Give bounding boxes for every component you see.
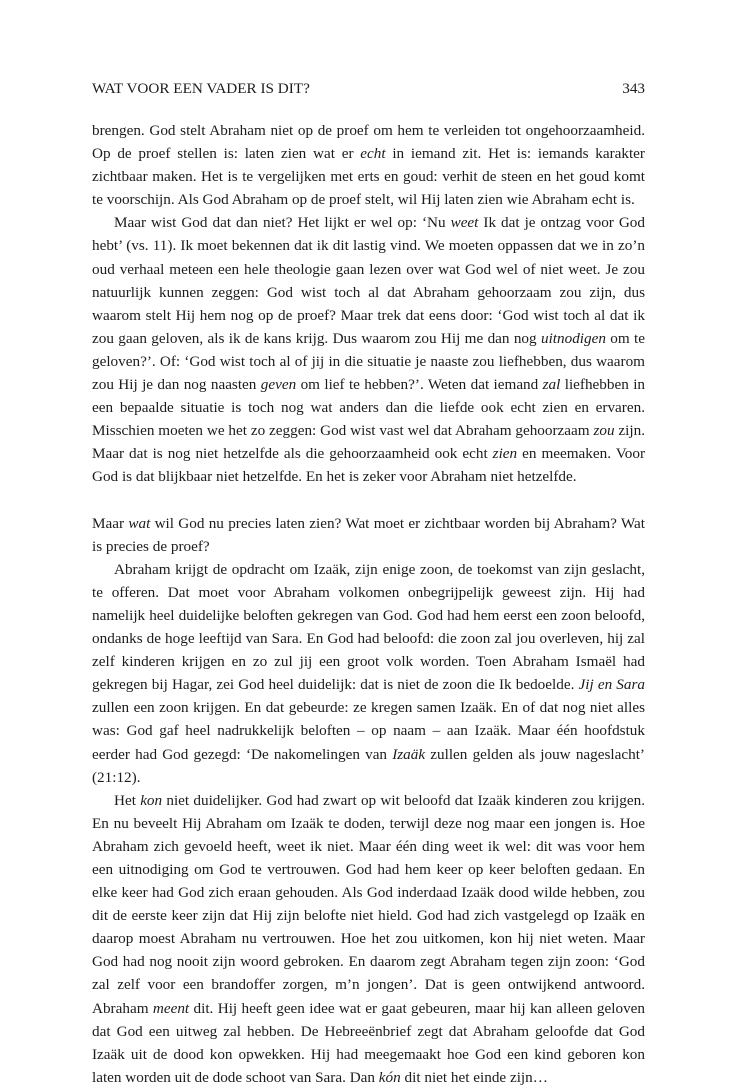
- text-run: Abraham krijgt de opdracht om Izaäk, zijn enige zoon, de toekomst van zijn geslacht, te offeren. Dat moet voor Abraham volkomen onbegrijpelijk geweest zijn. Hij had namelijk heel duidelijke beloften gekregen van God. God had hem eerst een zoon beloofd, ondanks de hoge leeftijd van Sara. En God had beloofd: die zoon zal jou overleven, hij zal zelf kinderen krijgen en zo zul jij een groot volk worden. Toen Abraham Ismaël had gekregen bij Hagar, zei God heel duidelijk: dat is niet de zoon die Ik bedoelde.: [92, 560, 645, 694]
- text-run: zijn. Maar dat is nog niet hetzelfde als die gehoorzaamheid ook echt: [92, 422, 645, 463]
- emphasis-text: zal: [542, 376, 561, 394]
- text-run: liefhebben in een bepaalde situatie is toch nog wat anders dan die liefde ook echt zien en ervaren. Misschien moeten we het zo zeggen: God wist vast wel dat Abraham gehoorzaam: [92, 376, 646, 440]
- emphasis-text: kón: [378, 1068, 401, 1086]
- emphasis-text: echt: [360, 145, 386, 163]
- emphasis-text: uitnodigen: [540, 329, 606, 347]
- emphasis-text: zou: [593, 422, 615, 440]
- text-run: brengen. God stelt Abraham niet op de proef om hem te verleiden tot ongehoorzaamheid. Op de proef stellen is: laten zien wat er: [92, 122, 645, 163]
- text-run: Ik dat je ontzag voor God hebt’ (vs. 11). Ik moet bekennen dat ik dit lastig vind. We moeten oppassen dat we in zo’n oud verhaal meteen een hele theologie gaan lezen over wat God wel of niet weet. Je zou natuurlijk kunnen zeggen: God wist toch al dat Abraham gehoorzaam zou zijn, dus waarom stelt Hij hem nog op de proef? Maar trek dat eens door: ‘God wist toch al dat ik zou gaan geloven, als ik de kans krijg. Dus waarom zou Hij me dan nog: [92, 214, 645, 347]
- text-run: Maar wist God dat dan niet? Het lijkt er wel op: ‘Nu: [114, 214, 451, 232]
- text-run: wil God nu precies laten zien? Wat moet er zichtbaar worden bij Abraham? Wat is precies de proef?: [92, 514, 646, 555]
- emphasis-text: weet: [450, 214, 479, 232]
- emphasis-text: kon: [140, 791, 163, 809]
- page-number: 343: [622, 80, 645, 97]
- text-run: dit. Hij heeft geen idee wat er gaat gebeuren, maar hij kan alleen geloven dat God een uitweg zal hebben. De Hebreeënbrief zegt dat Abraham geloofde dat God Izaäk uit de dood kon opwekken. Hij had meegemaakt hoe God een kind geboren kon laten worden uit de dode schoot van Sara. Dan: [92, 999, 645, 1086]
- running-title: WAT VOOR EEN VADER IS DIT?: [92, 80, 310, 97]
- text-run: in iemand zit. Het is: iemands karakter zichtbaar maken. Het is te vergelijken met erts en goud: verhit de steen en het goud komt te voorschijn. Als God Abraham op de proef stelt, wil Hij laten zien wie Abraham echt is.: [92, 145, 645, 209]
- emphasis-text: zien: [492, 445, 518, 463]
- text-run: dit niet het einde zijn…: [400, 1068, 548, 1086]
- text-run: om lief te hebben?’. Weten dat iemand: [296, 376, 543, 394]
- paragraph-2: [92, 211, 645, 488]
- paragraph-3: [92, 512, 645, 558]
- paragraph-1: [92, 119, 645, 211]
- emphasis-text: meent: [152, 999, 190, 1017]
- text-run: en meemaken. Voor God is dat blijkbaar niet hetzelfde. En het is zeker voor Abraham niet hetzelfde.: [92, 445, 645, 486]
- text-run: niet duidelijker. God had zwart op wit beloofd dat Izaäk kinderen zou krijgen. En nu beveelt Hij Abraham om Izaäk te doden, terwijl deze nog maar een jongen is. Hoe Abraham zich gevoeld heeft, weet ik niet. Maar één ding weet ik wel: dit was voor hem een uitnodiging om God te vertrouwen. God had hem keer op keer beloften gedaan. En elke keer had God zich eraan gehouden. Als God inderdaad Izaäk dood wilde hebben, zou dit de eerste keer zijn dat Hij zijn belofte niet hield. God had zich vastgelegd op Izaäk en daarop moest Abraham nu vertrouwen. Hoe het zou uitkomen, kon hij niet weten. Maar God had nog nooit zijn woord gebroken. En daarom zegt Abraham tegen zijn zoon: ‘God zal zelf voor een brandoffer zorgen, m’n jongen’. Dat is geen ontwijkend antwoord. Abraham: [92, 791, 645, 1017]
- paragraph-4: [92, 558, 645, 789]
- emphasis-text: wat: [128, 514, 151, 532]
- text-run: zullen gelden als jouw nageslacht’ (21:12).: [92, 745, 645, 786]
- text-run: zullen een zoon krijgen. En dat gebeurde: ze kregen samen Izaäk. En of dat nog niet alles was: God gaf heel nadrukkelijk beloften – op naam – aan Izaäk. Maar één hoofdstuk eerder had God gezegd: ‘De nakomelingen van: [92, 699, 645, 763]
- emphasis-text: Izaäk: [392, 745, 426, 763]
- emphasis-text: geven: [260, 376, 297, 394]
- body-text: [92, 119, 645, 1089]
- text-run: Het: [114, 791, 141, 809]
- emphasis-text: Jij en Sara: [578, 676, 645, 694]
- paragraph-5: [92, 789, 645, 1089]
- text-run: om te geloven?’. Of: ‘God wist toch al of jij in die situatie je naaste zou liefhebben, dus waarom zou Hij je dan nog naasten: [92, 329, 645, 394]
- text-run: Maar: [92, 514, 129, 532]
